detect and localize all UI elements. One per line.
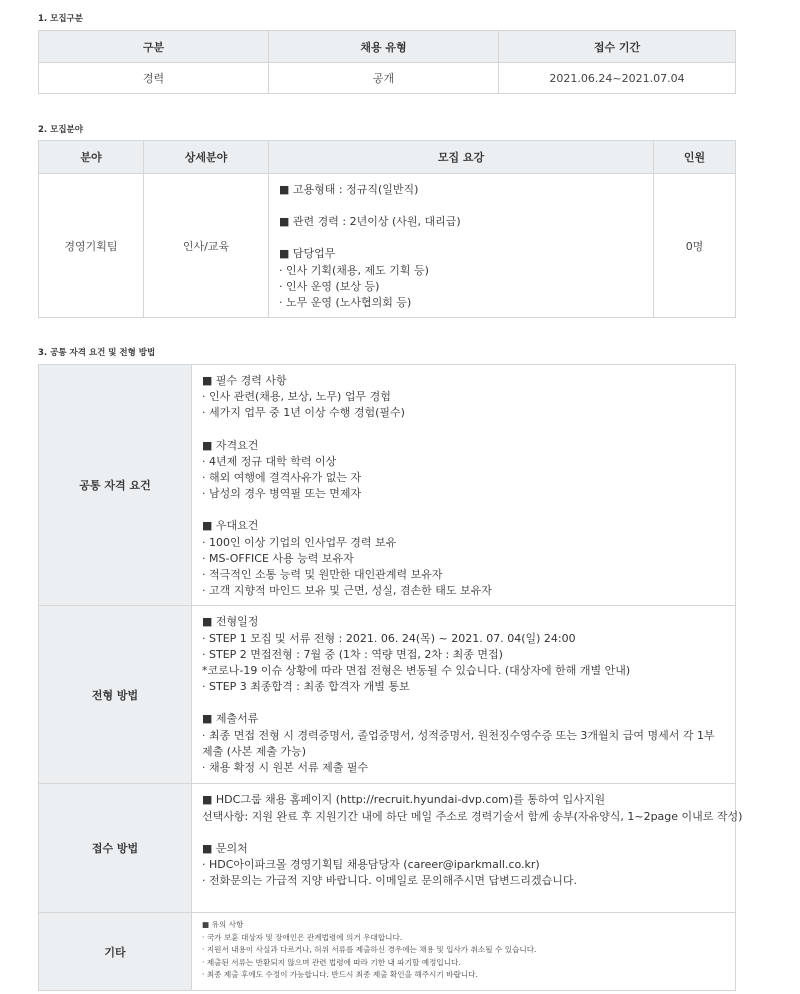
recruit-field-table <box>38 140 736 318</box>
header-apply-period: 접수 기간 <box>499 31 736 63</box>
content-line: · 최종 면접 전형 시 경력증명서, 졸업증명서, 성적증명서, 원천징수영수증 또는 3개월치 급여 명세서 각 1부 제출 (사본 제출 가능) <box>202 728 715 758</box>
content-line: · 100인 이상 기업의 인사업무 경력 보유 <box>202 535 397 549</box>
content-line: · 세가지 업무 중 1년 이상 수행 경험(필수) <box>202 406 405 420</box>
content-heading: ■ 자격요건 <box>202 438 259 452</box>
content-line: · HDC아이파크몰 경영기획팀 채용담당자 (career@iparkmall.co.kr) <box>202 858 540 872</box>
content-line: · STEP 2 면접전형 : 7월 중 (1차 : 역량 면접, 2차 : 최종 면접) <box>202 647 503 661</box>
header-category: 구분 <box>39 31 269 63</box>
content-line: · 해외 여행에 결격사유가 없는 자 <box>202 471 362 485</box>
content-line: · 남성의 경우 병역필 또는 면제자 <box>202 487 362 501</box>
content-line: · STEP 1 모집 및 서류 전형 : 2021. 06. 24(목) ~ 2021. 07. 04(일) 24:00 <box>202 631 576 645</box>
content-line: *코로나-19 이슈 상황에 따라 면접 전형은 변동될 수 있습니다. (대상자에 한해 개별 안내) <box>202 664 631 678</box>
cell-requirements <box>269 174 654 318</box>
content-line: 선택사항: 지원 완료 후 지원기간 내에 하단 메일 주소로 경력기술서 함께 송부(자유양식, 1~2page 이내로 작성) <box>202 809 743 823</box>
content-line: · 고객 지향적 마인드 보유 및 근면, 성실, 겸손한 태도 보유자 <box>202 584 492 598</box>
content-heading: ■ 담당업무 <box>279 247 336 261</box>
content-heading: ■ 유의 사항 <box>202 920 244 930</box>
cell-hire-type: 공개 <box>269 63 499 94</box>
section-1-title: 1. 모집구분 <box>38 14 83 24</box>
content-heading: ■ 문의처 <box>202 841 248 855</box>
content-line: · 노무 운영 (노사협의회 등) <box>279 296 412 310</box>
label-qualifications: 공통 자격 요건 <box>39 365 192 606</box>
cell-qualifications <box>192 365 736 606</box>
content-heading: ■ 고용형태 : 정규직(일반직) <box>279 183 419 196</box>
cell-headcount: 0명 <box>654 174 736 318</box>
content-line: · 채용 확정 시 원본 서류 제출 필수 <box>202 761 369 775</box>
cell-how-to-apply <box>192 784 743 913</box>
content-line: · 인사 관련(채용, 보상, 노무) 업무 경험 <box>202 390 391 404</box>
content-line: · 최종 제출 후에도 수정이 가능합니다. 반드시 최종 제출 확인을 해주시기 바랍니다. <box>202 970 478 980</box>
header-requirements: 모집 요강 <box>269 141 654 174</box>
content-line: · 국가 보훈 대상자 및 장애인은 관계법령에 의거 우대합니다. <box>202 932 403 942</box>
content-heading: ■ HDC그룹 채용 홈페이지 (http://recruit.hyundai-dvp.com)를 통하여 입사지원 <box>202 793 606 807</box>
section-3-title: 3. 공통 자격 요건 및 전형 방법 <box>38 348 156 358</box>
content-line: · 4년제 정규 대학 학력 이상 <box>202 454 337 468</box>
content-line: · 인사 기획(채용, 제도 기획 등) <box>279 263 429 277</box>
spacer <box>202 825 725 841</box>
spacer <box>279 198 643 214</box>
content-line: · 지원서 내용이 사실과 다르거나, 허위 서류를 제출하신 경우에는 채용 및 입사가 취소될 수 있습니다. <box>202 945 537 955</box>
cell-category: 경력 <box>39 63 269 94</box>
content-line: · 제출된 서류는 반환되지 않으며 관련 법령에 따라 기한 내 파기할 예정입니다. <box>202 957 461 967</box>
content-line: · 적극적인 소통 능력 및 원만한 대인관계력 보유자 <box>202 568 443 582</box>
content-line: · 전화문의는 가급적 지양 바랍니다. 이메일로 문의해주시면 답변드리겠습니다. <box>202 874 577 888</box>
recruit-type-table <box>38 30 736 94</box>
spacer <box>202 695 725 711</box>
content-heading: ■ 우대요건 <box>202 519 259 533</box>
cell-detail-field: 인사/교육 <box>144 174 269 318</box>
header-detail-field: 상세분야 <box>144 141 269 174</box>
cell-apply-period: 2021.06.24~2021.07.04 <box>499 63 736 94</box>
cell-etc <box>192 913 736 991</box>
label-etc: 기타 <box>39 913 192 991</box>
content-line: · 인사 운영 (보상 등) <box>279 279 380 293</box>
common-requirements-table <box>38 364 743 991</box>
content-heading: ■ 관련 경력 : 2년이상 (사원, 대리급) <box>279 215 461 229</box>
cell-selection-process <box>192 606 736 784</box>
content-heading: ■ 필수 경력 사항 <box>202 374 287 387</box>
header-field: 분야 <box>39 141 144 174</box>
header-hire-type: 채용 유형 <box>269 31 499 63</box>
label-selection-process: 전형 방법 <box>39 606 192 784</box>
content-heading: ■ 전형일정 <box>202 615 259 629</box>
spacer <box>202 502 725 518</box>
spacer <box>202 422 725 438</box>
header-headcount: 인원 <box>654 141 736 174</box>
content-line: · STEP 3 최종합격 : 최종 합격자 개별 통보 <box>202 680 410 694</box>
content-heading: ■ 제출서류 <box>202 712 259 726</box>
label-how-to-apply: 접수 방법 <box>39 784 192 913</box>
section-2-title: 2. 모집분야 <box>38 125 83 135</box>
content-line: · MS-OFFICE 사용 능력 보유자 <box>202 551 354 565</box>
cell-field: 경영기획팀 <box>39 174 144 318</box>
spacer <box>279 230 643 246</box>
